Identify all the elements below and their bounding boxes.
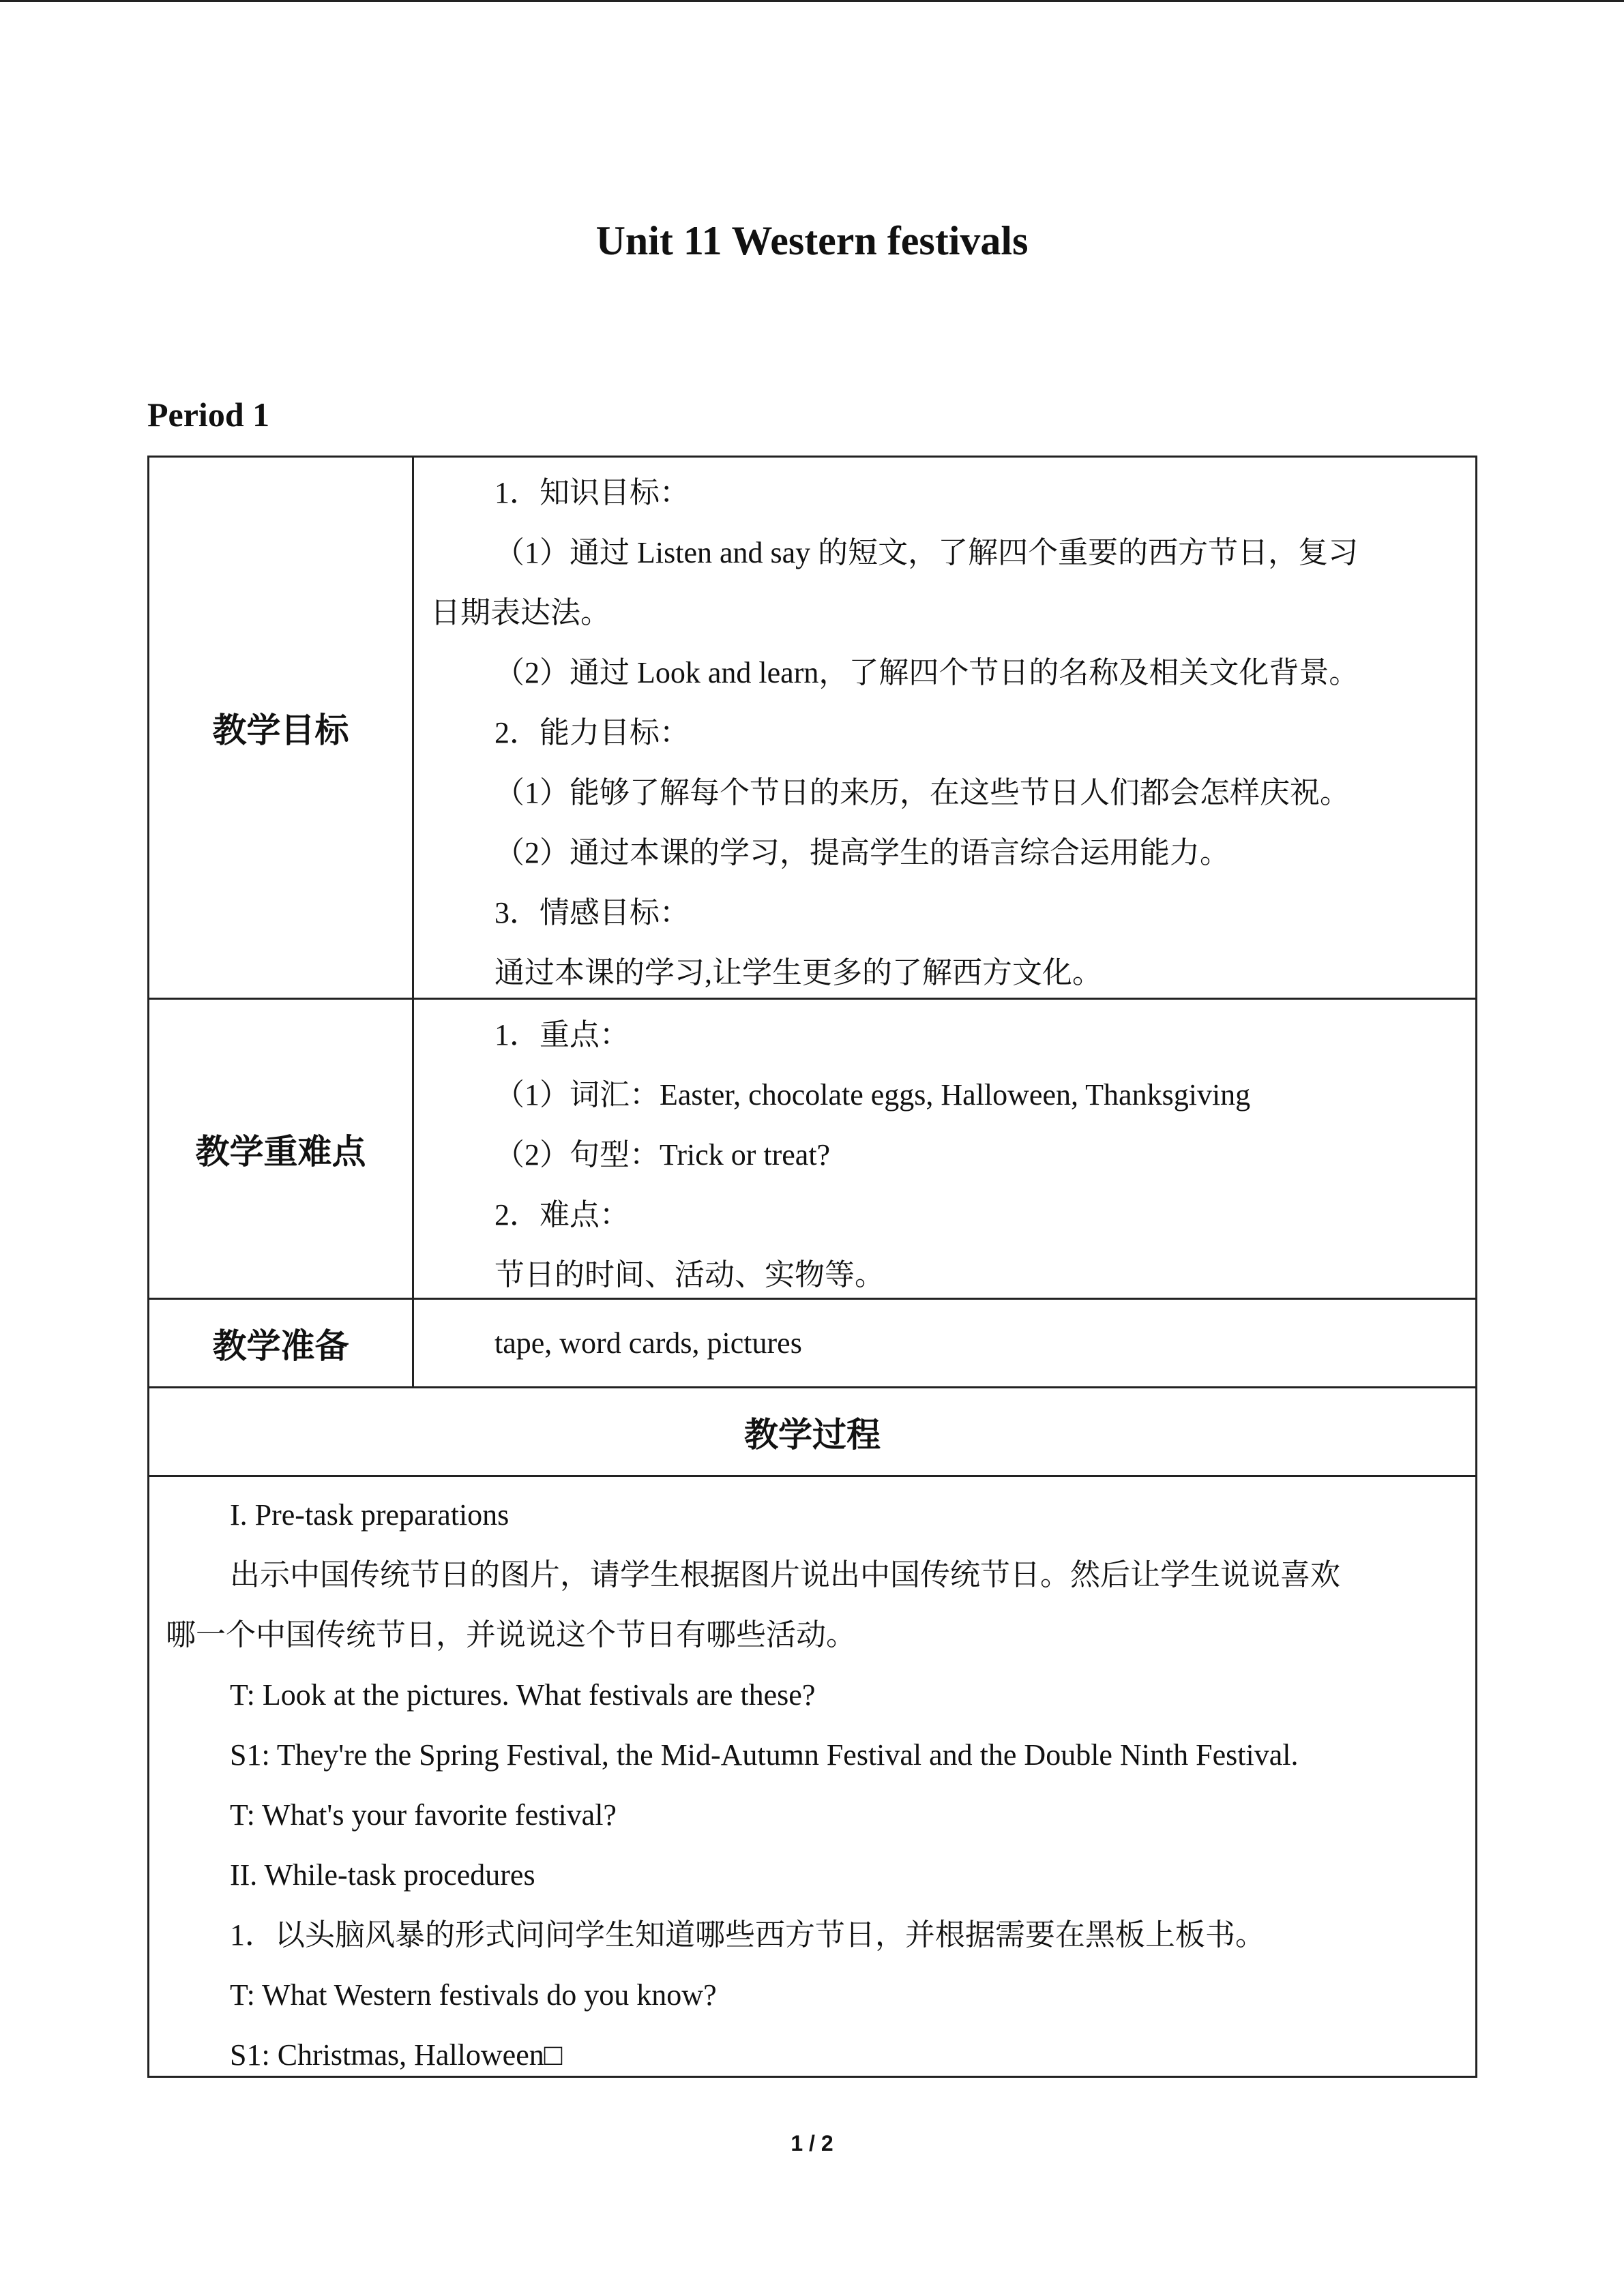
process-line: II. While-task procedures [230, 1858, 535, 1892]
period-heading: Period 1 [147, 396, 270, 434]
process-line: T: What Western festivals do you know? [230, 1978, 717, 2012]
key-points-line: （1）词汇：Easter, chocolate eggs, Halloween, Thanksgiving [494, 1078, 1251, 1112]
objectives-line: （1）能够了解每个节日的来历，在这些节日人们都会怎样庆祝。 [494, 776, 1350, 809]
process-line: S1: They're the Spring Festival, the Mid-Autumn Festival and the Double Ninth Festival. [230, 1738, 1299, 1772]
objectives-line: 3．情感目标： [494, 896, 690, 929]
process-line: S1: Christmas, Halloween□ [230, 2038, 563, 2072]
key-points-line: 节日的时间、活动、实物等。 [494, 1258, 885, 1292]
objectives-line: （2）通过 Look and learn，了解四个节日的名称及相关文化背景。 [494, 656, 1359, 689]
top-border [0, 0, 1624, 2]
key-points-content [414, 1000, 1475, 1298]
objectives-label: 教学目标 [149, 458, 414, 998]
process-line: 出示中国传统节日的图片，请学生根据图片说出中国传统节日。然后让学生说说喜欢 [230, 1558, 1340, 1592]
objectives-line: 2．能力目标： [494, 716, 690, 749]
key-points-line: 2．难点： [494, 1198, 630, 1232]
objectives-content [414, 458, 1475, 998]
preparation-content [414, 1300, 1475, 1386]
objectives-line: 日期表达法。 [430, 596, 610, 629]
process-line: 1．以头脑风暴的形式问问学生知道哪些西方节日，并根据需要在黑板上板书。 [230, 1918, 1265, 1952]
preparation-label: 教学准备 [149, 1300, 414, 1386]
key-points-line: 1．重点： [494, 1018, 630, 1052]
objectives-line: （2）通过本课的学习，提高学生的语言综合运用能力。 [494, 836, 1230, 869]
objectives-line: 1．知识目标： [494, 476, 690, 509]
preparation-text: tape, word cards, pictures [494, 1326, 802, 1360]
process-heading: 教学过程 [744, 1414, 881, 1455]
process-line: T: What's your favorite festival? [230, 1798, 617, 1832]
page-number: 1 / 2 [791, 2131, 833, 2156]
key-points-line: （2）句型：Trick or treat? [494, 1138, 831, 1172]
objectives-line: 通过本课的学习,让学生更多的了解西方文化。 [494, 956, 1102, 989]
process-heading-row [149, 1388, 1475, 1477]
objectives-row [149, 458, 1475, 1000]
process-line: 哪一个中国传统节日，并说说这个节日有哪些活动。 [166, 1618, 856, 1652]
document-title: Unit 11 Western festivals [595, 218, 1029, 263]
process-line: I. Pre-task preparations [230, 1498, 510, 1532]
preparation-row [149, 1300, 1475, 1388]
key-points-row [149, 1000, 1475, 1300]
process-content [149, 1477, 1475, 2076]
key-points-label: 教学重难点 [149, 1000, 414, 1298]
objectives-line: （1）通过 Listen and say 的短文，了解四个重要的西方节日，复习 [494, 536, 1359, 569]
process-body-row [149, 1477, 1475, 2076]
lesson-plan-table [147, 456, 1477, 2078]
process-line: T: Look at the pictures. What festivals are these? [230, 1678, 816, 1712]
